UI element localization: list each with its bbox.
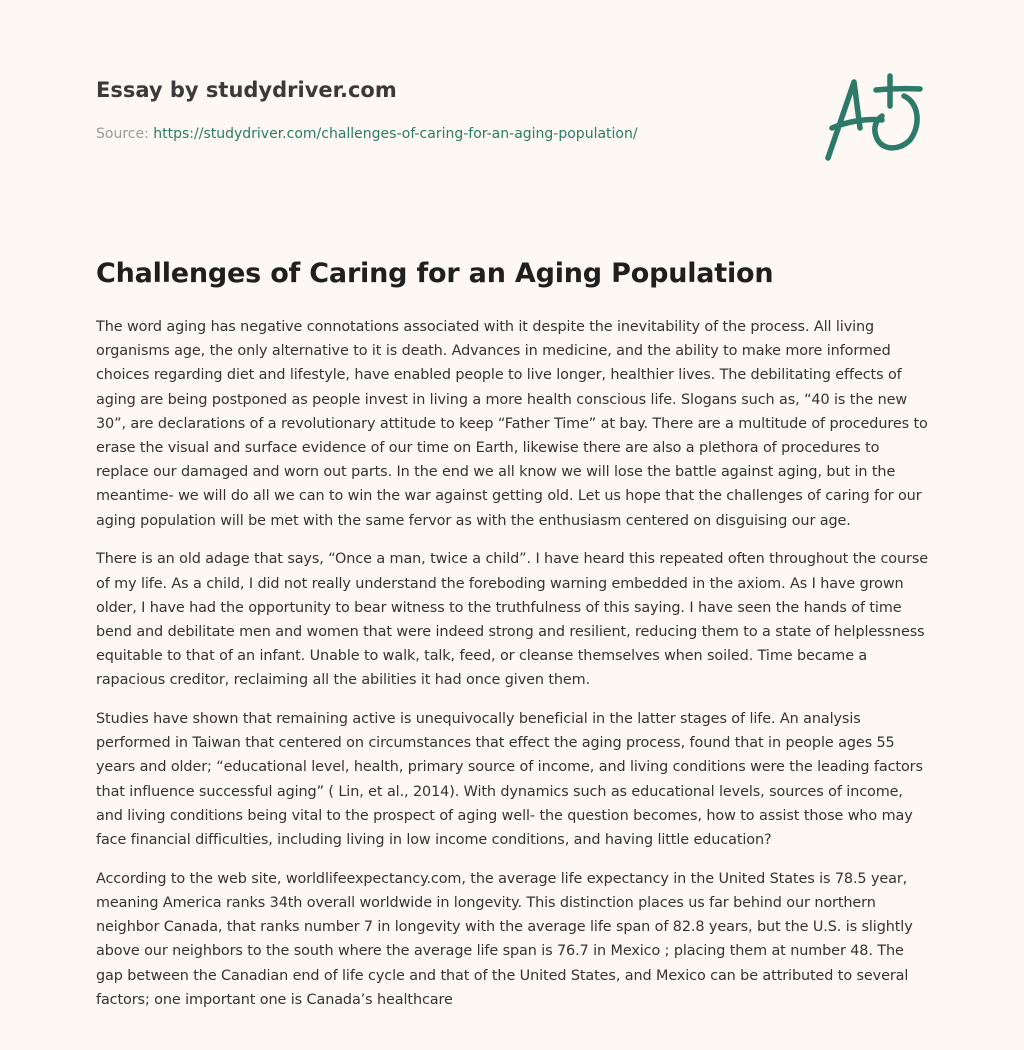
essay-title: Challenges of Caring for an Aging Population [96, 258, 774, 289]
source-line [96, 124, 796, 144]
source-label: Source: [96, 126, 154, 142]
essay-paragraph: According to the web site, worldlifeexpectancy.com, the average life expectancy in the United States is 78.5 year, meaning America ranks 34th overall worldwide in longevity. This distinction places us far behind our northern neighbor Canada, that ranks number 7 in longevity with the average life span of 82.8 years, but the U.S. is slightly above our neighbors to the south where the average life span is 76.7 in Mexico ; placing them at number 48. The gap between the Canadian end of life cycle and that of the United States, and Mexico can be attributed to several factors; one important one is Canada’s healthcare [96, 870, 913, 1008]
essay-body [96, 315, 932, 1026]
essay-paragraph: There is an old adage that says, “Once a man, twice a child”. I have heard this repeated often throughout the course of my life. As a child, I did not really understand the foreboding warning embedded in the axiom. As I have grown older, I have had the opportunity to bear witness to the truthfulness of this saying. I have seen the hands of time bend and debilitate men and women that were indeed strong and resilient, reducing them to a state of helplessness equitable to that of an infant. Unable to walk, talk, feed, or cleanse themselves when soiled. Time became a rapacious creditor, reclaiming all the abilities it had once given them. [96, 551, 928, 689]
source-link[interactable]: https://studydriver.com/challenges-of-caring-for-an-aging-population/ [153, 126, 638, 142]
brand-title: Essay by studydriver.com [96, 78, 397, 102]
essay-paragraph: The word aging has negative connotations associated with it despite the inevitability of the process. All living organisms age, the only alternative to it is death. Advances in medicine, and the ability to make more informed choices regarding diet and lifestyle, have enabled people to live longer, healthier lives. The debilitating effects of aging are being postponed as people invest in living a more health conscious life. Slogans such as, “40 is the new 30”, are declarations of a revolutionary attitude to keep “Father Time” at bay. There are a multitude of procedures to erase the visual and surface evidence of our time on Earth, likewise there are also a plethora of procedures to replace our damaged and worn out parts. In the end we all know we will lose the battle against aging, but in the meantime- we will do all we can to win the war against getting old. Let us hope that the challenges of caring for our aging population will be met with the same fervor as with the enthusiasm centered on disguising our age. [96, 319, 928, 529]
essay-paragraph: Studies have shown that remaining active is unequivocally beneficial in the latter stages of life. An analysis performed in Taiwan that centered on circumstances that effect the aging process, found that in people ages 55 years and older; “educational level, health, primary source of income, and living conditions were the leading factors that influence successful aging” ( Lin, et al., 2014). With dynamics such as educational levels, sources of income, and living conditions being vital to the prospect of aging well- the question becomes, how to assist those who may face financial difficulties, including living in low income conditions, and having little education? [96, 711, 923, 849]
a-plus-grade-icon [818, 66, 934, 166]
essay-header [96, 76, 796, 144]
